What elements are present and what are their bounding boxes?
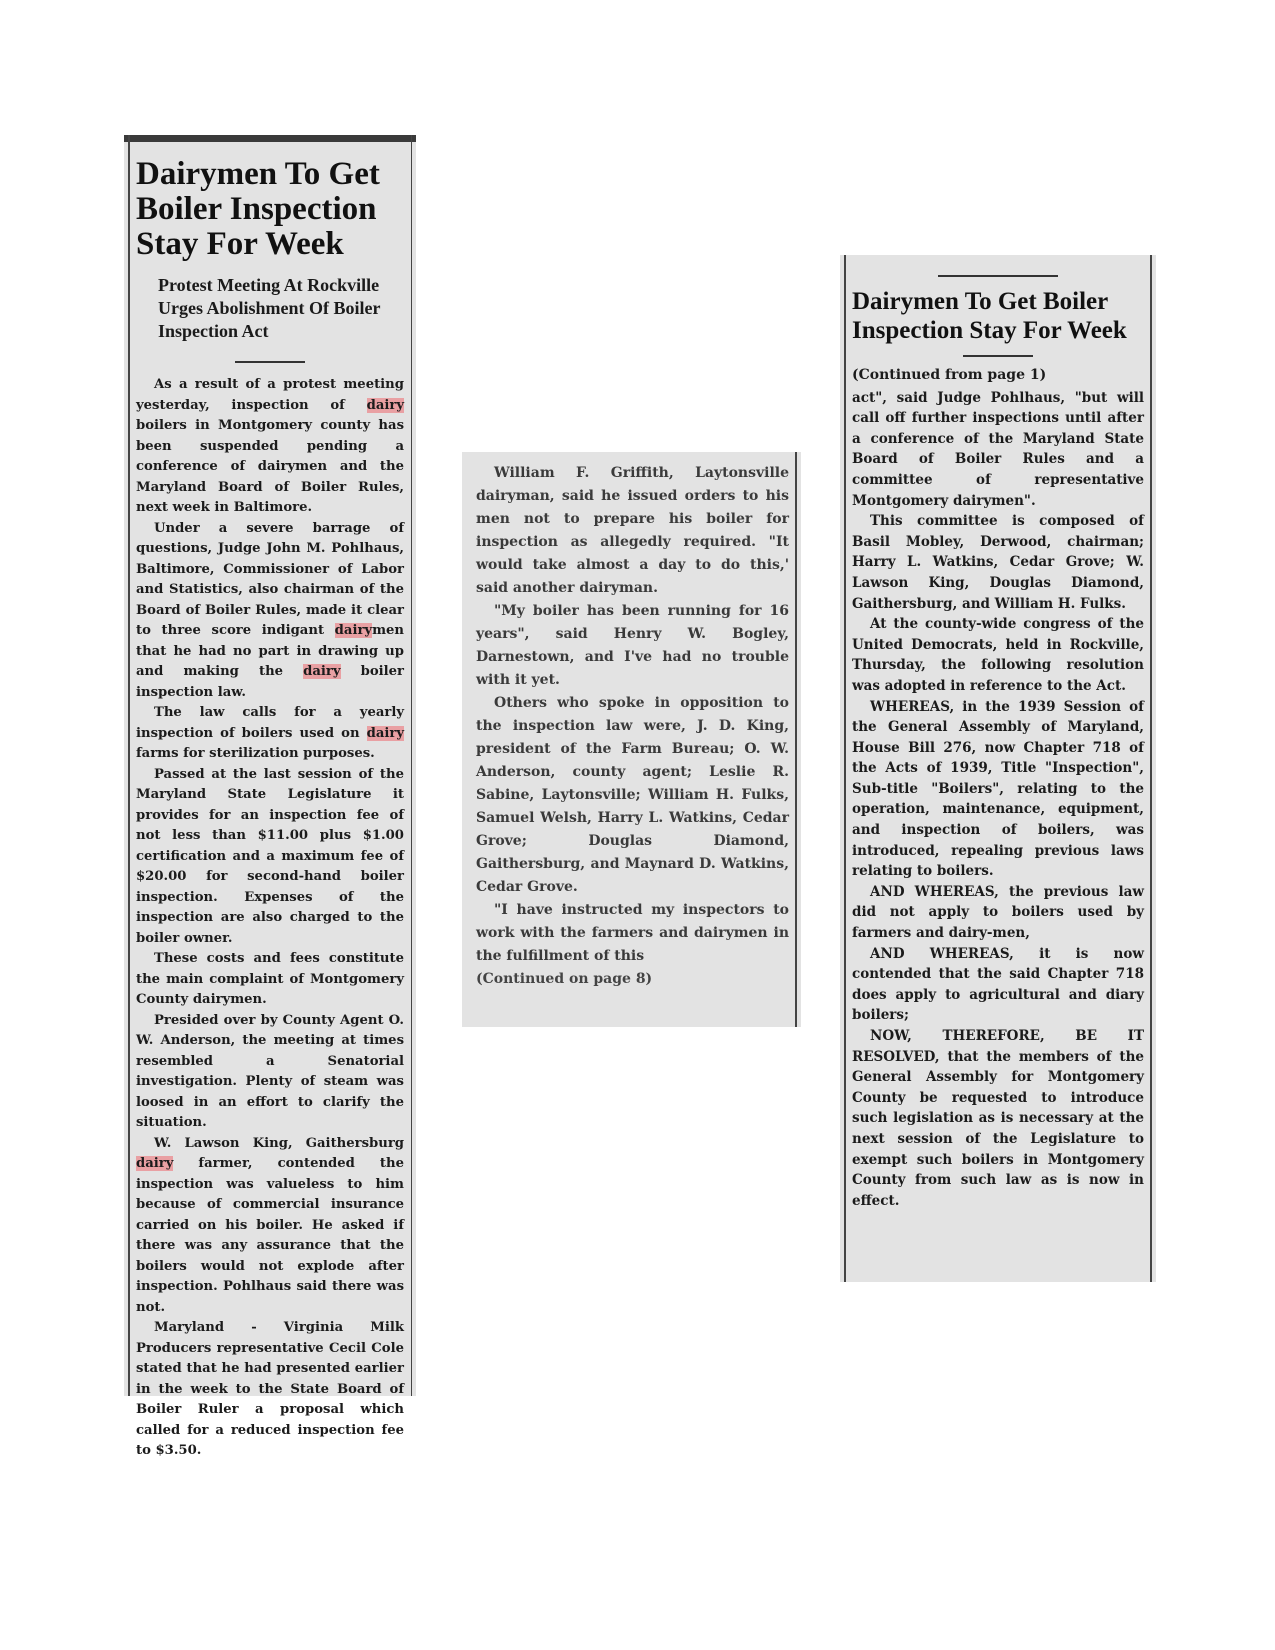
text-run: W. Lawson King, Gaithersburg	[154, 1135, 404, 1151]
article-body	[476, 462, 789, 968]
paragraph	[136, 375, 404, 519]
headline: Dairymen To Get Boiler Inspection Stay For Week	[136, 156, 380, 262]
paragraph	[136, 1318, 404, 1462]
divider-rule	[963, 355, 1033, 357]
paragraph: This committee is composed of Basil Mobley, Derwood, chairman; Harry L. Watkins, Cedar Grove; W. Lawson King, Douglas Diamond, Gaithersburg, and William H. Fulks.	[852, 513, 1144, 612]
text-run: farmer, contended the inspection was valueless to him because of commercial insurance carried on his boiler. He asked if there was any assurance that the boilers would not explode after inspection. Pohlhaus said there was not.	[136, 1156, 404, 1315]
paragraph: act", said Judge Pohlhaus, "but will call off further inspections until after a conference of the Maryland State Board of Boiler Rules and a committee of representative Montgomery dairymen".	[852, 389, 1144, 509]
column-rule-left	[844, 255, 846, 1282]
paragraph	[136, 519, 404, 704]
paragraph: At the county-wide congress of the United Democrats, held in Rockville, Thursday, the following resolution was adopted in reference to the Act.	[852, 616, 1144, 694]
column-rule-right	[1150, 255, 1152, 1282]
column-rule-right	[795, 452, 797, 1027]
search-highlight: dairy	[366, 725, 404, 741]
text-run: As a result of a protest meeting yesterday, inspection of	[136, 377, 404, 413]
text-run: farms for sterilization purposes.	[136, 746, 375, 761]
paragraph: William F. Griffith, Laytonsville dairyman, said he issued orders to his men not to prepare his boiler for inspection as allegedly required. "It would take almost a day to do this,' said another dairyman.	[476, 465, 789, 596]
text-run: Maryland - Virginia Milk Producers representative Cecil Cole stated that he had presented earlier in the week to the State Board of Boiler Ruler a proposal which called for a reduced inspection fee to $3.50.	[136, 1320, 404, 1458]
text-run: The law calls for a yearly inspection of boilers used on	[136, 705, 404, 741]
paragraph: "My boiler has been running for 16 years", said Henry W. Bogley, Darnestown, and I've had no trouble with it yet.	[476, 603, 789, 688]
column-rule-left	[128, 135, 130, 1396]
text-run: boilers in Montgomery county has been suspended pending a conference of dairymen and the Maryland Board of Boiler Rules, next week in Baltimore.	[136, 418, 404, 515]
paragraph: "I have instructed my inspectors to work with the farmers and dairymen in the fulfillment of this	[476, 902, 789, 964]
text-run: men that he had no part in drawing up and making the	[136, 623, 404, 679]
paragraph	[136, 1011, 404, 1134]
search-highlight: dairy	[334, 623, 373, 638]
headline: Dairymen To Get Boiler Inspection Stay For Week	[852, 288, 1127, 344]
paragraph: AND WHEREAS, the previous law did not apply to boilers used by farmers and dairy-men,	[852, 883, 1144, 942]
article-body	[136, 375, 404, 1462]
paragraph: AND WHEREAS, it is now contended that the said Chapter 718 does apply to agricultural and diary boilers;	[852, 945, 1144, 1024]
paragraph: NOW, THEREFORE, BE IT RESOLVED, that the members of the General Assembly for Montgomery County be requested to introduce such legislation as is necessary at the next session of the Legislature to exempt such boilers in Montgomery County from such law as is now in effect.	[852, 1028, 1144, 1209]
divider-rule	[235, 361, 305, 363]
paragraph	[136, 1134, 404, 1319]
article-body	[852, 388, 1144, 1212]
top-rule	[124, 135, 416, 142]
text-run: Presided over by County Agent O. W. Anderson, the meeting at times resembled a Senatorial investigation. Plenty of steam was loosed in an effort to clarify the situation.	[136, 1012, 404, 1130]
text-run: boiler inspection law.	[136, 664, 404, 700]
paragraph	[136, 949, 404, 1011]
search-highlight: dairy	[303, 664, 341, 679]
paragraph: WHEREAS, in the 1939 Session of the General Assembly of Maryland, House Bill 276, now Chapter 718 of the Acts of 1939, Title "Inspection", Sub-title "Boilers", relating to the operation, maintenance, equipment, and inspection of boilers, was introduced, repealing previous laws relating to boilers.	[852, 698, 1144, 880]
paragraph	[136, 765, 404, 950]
search-highlight: dairy	[366, 397, 404, 413]
search-highlight: dairy	[136, 1156, 174, 1171]
text-run: Passed at the last session of the Maryland State Legislature it provides for an inspection fee of not less than $11.00 plus $1.00 certification and a maximum fee of $20.00 for second-hand boiler inspection. Expenses of the inspection are also charged to the boiler owner.	[136, 766, 404, 946]
paragraph: Others who spoke in opposition to the inspection law were, J. D. King, president of the Farm Bureau; O. W. Anderson, county agent; Leslie R. Sabine, Laytonsville; William H. Fulks, Samuel Welsh, Harry L. Watkins, Cedar Grove; Douglas Diamond, Gaithersburg, and Maynard D. Watkins, Cedar Grove.	[476, 695, 789, 895]
top-rule	[938, 275, 1058, 277]
text-run: These costs and fees constitute the main complaint of Montgomery County dairymen.	[136, 951, 404, 1007]
continued-from-note: (Continued from page 1)	[852, 367, 1047, 383]
paragraph	[136, 703, 404, 765]
article-clip-continued-middle	[462, 452, 801, 1027]
article-clip-continuation	[840, 255, 1156, 1282]
subheadline: Protest Meeting At Rockville Urges Abolishment Of Boiler Inspection Act	[158, 275, 381, 341]
text-run: Under a severe barrage of questions, Judge John M. Pohlhaus, Baltimore, Commissioner of Labor and Statistics, also chairman of the Board of Boiler Rules, made it clear to three score indigant	[136, 520, 404, 638]
article-clip-main	[124, 135, 416, 1458]
column-rule-right	[411, 135, 412, 1396]
continued-on-note: (Continued on page 8)	[476, 971, 653, 987]
